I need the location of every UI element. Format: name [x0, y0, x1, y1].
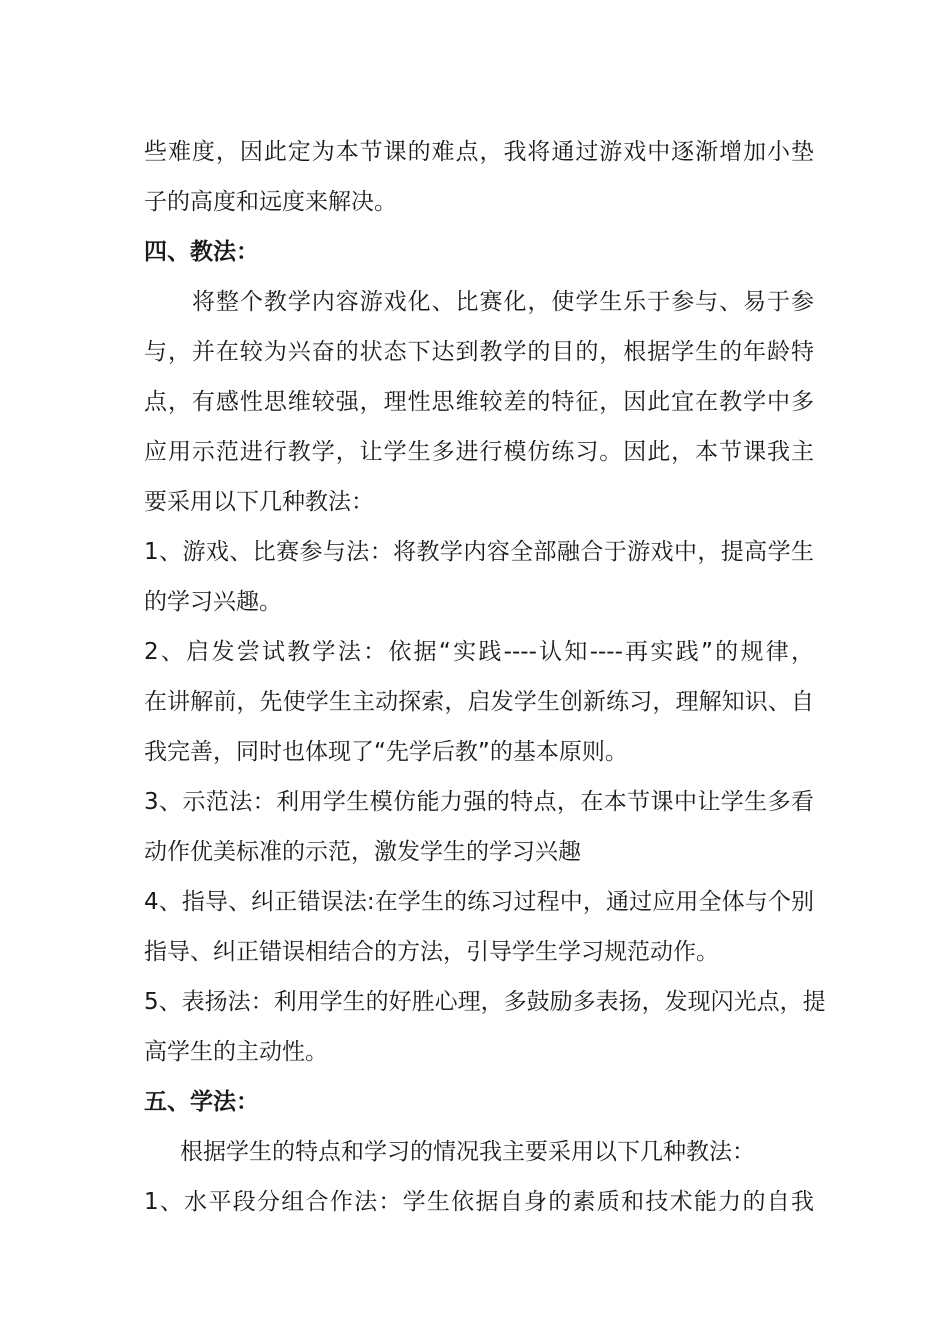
paragraph-line: 将整个教学内容游戏化、比赛化，使学生乐于参与、易于参	[192, 289, 814, 315]
list-item-line: 我完善，同时也体现了“先学后教”的基本原则。	[144, 739, 628, 765]
paragraph-line: 要采用以下几种教法：	[144, 489, 374, 515]
list-item-line: 5、表扬法：利用学生的好胜心理，多鼓励多表扬，发现闪光点，提	[144, 989, 826, 1015]
list-item-line: 1、游戏、比赛参与法：将教学内容全部融合于游戏中，提高学生	[144, 539, 814, 565]
paragraph-line: 子的高度和远度来解决。	[144, 189, 397, 215]
list-item-line: 2、启发尝试教学法：依据“实践----认知----再实践”的规律，	[144, 639, 814, 665]
paragraph-line: 与，并在较为兴奋的状态下达到教学的目的，根据学生的年龄特	[144, 339, 814, 365]
paragraph-line: 应用示范进行教学，让学生多进行模仿练习。因此，本节课我主	[144, 439, 814, 465]
list-item-line: 指导、纠正错误相结合的方法，引导学生学习规范动作。	[144, 939, 719, 965]
section-heading-teaching-methods: 四、教法：	[144, 239, 259, 265]
list-item-line: 动作优美标准的示范，激发学生的学习兴趣	[144, 839, 581, 865]
paragraph-line: 点，有感性思维较强，理性思维较差的特征，因此宜在教学中多	[144, 389, 814, 415]
list-item-line: 在讲解前，先使学生主动探索，启发学生创新练习，理解知识、自	[144, 689, 814, 715]
section-heading-learning-methods: 五、学法：	[144, 1089, 259, 1115]
list-item-line: 1、水平段分组合作法：学生依据自身的素质和技术能力的自我	[144, 1189, 814, 1215]
list-item-line: 3、示范法：利用学生模仿能力强的特点，在本节课中让学生多看	[144, 789, 814, 815]
paragraph-line: 些难度，因此定为本节课的难点，我将通过游戏中逐渐增加小垫	[144, 139, 814, 165]
list-item-line: 高学生的主动性。	[144, 1039, 328, 1065]
list-item-line: 4、指导、纠正错误法:在学生的练习过程中，通过应用全体与个别	[144, 889, 814, 915]
paragraph-line: 根据学生的特点和学习的情况我主要采用以下几种教法：	[180, 1139, 755, 1165]
list-item-line: 的学习兴趣。	[144, 589, 282, 615]
